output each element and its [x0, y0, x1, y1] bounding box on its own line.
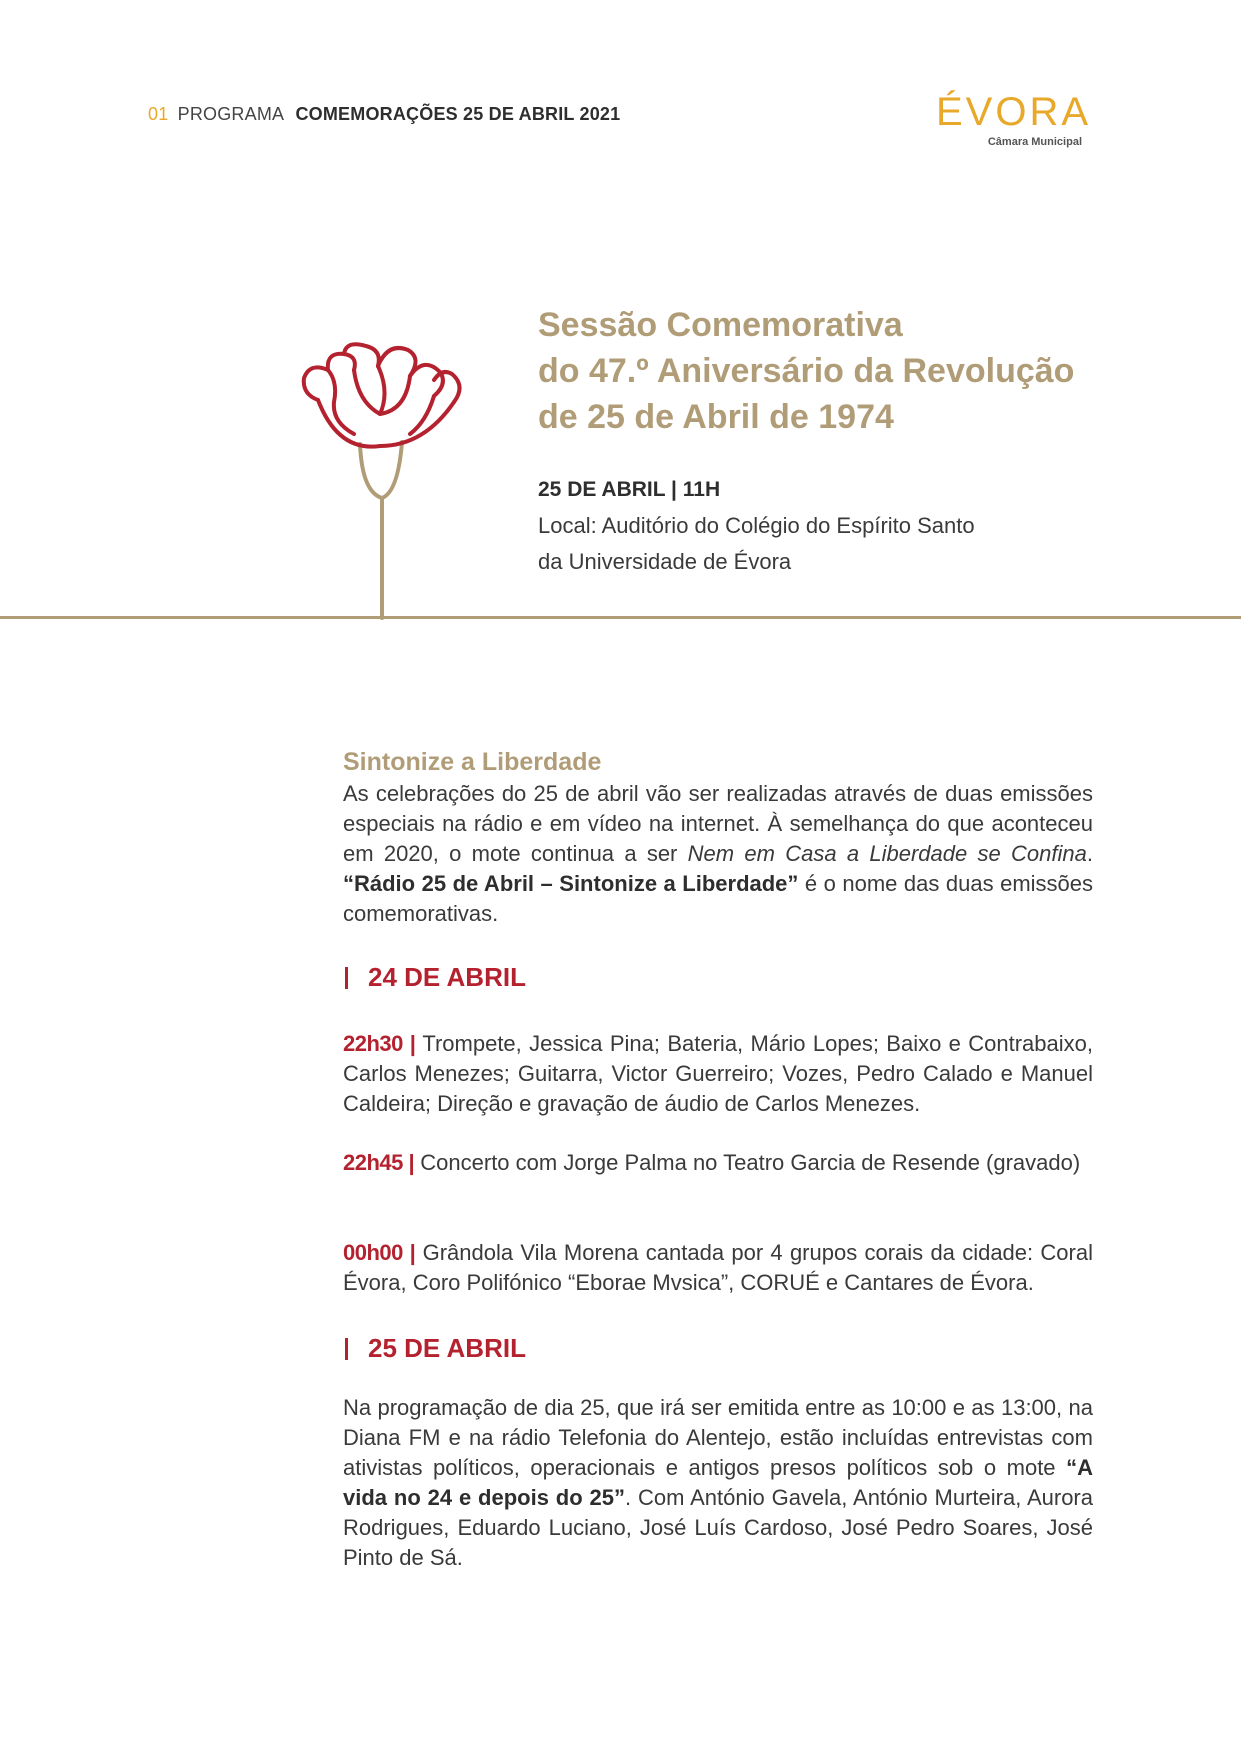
- day-heading-25: [343, 1333, 526, 1364]
- event-item: [343, 1029, 1093, 1119]
- day2-motto: “A vida no 24 e depois do 25”: [343, 1455, 1093, 1510]
- event-time: 00h00 |: [343, 1240, 416, 1265]
- intro-text-a: As celebrações do 25 de abril vão ser realizadas através de duas emissões especiais na rádio e em vídeo na internet. À semelhança do que aconteceu em 2020, o mote continua a ser: [343, 781, 1093, 866]
- event-item: [343, 1238, 1093, 1298]
- day-marker: [345, 1338, 348, 1360]
- session-location: [538, 508, 1098, 580]
- header-title: COMEMORAÇÕES 25 DE ABRIL 2021: [295, 104, 621, 124]
- day-label: 24 DE ABRIL: [368, 962, 526, 992]
- day-label: 25 DE ABRIL: [368, 1333, 526, 1363]
- day-marker: [345, 967, 348, 989]
- intro-motto: Nem em Casa a Liberdade se Confina: [687, 841, 1087, 866]
- location-line2: da Universidade de Évora: [538, 549, 792, 574]
- day-heading-24: [343, 962, 526, 993]
- event-text: Concerto com Jorge Palma no Teatro Garcia de Resende (gravado): [414, 1150, 1081, 1175]
- logo-word: ÉVORA: [936, 90, 1092, 134]
- event-time: 22h45 |: [343, 1150, 415, 1175]
- intro-program-name: “Rádio 25 de Abril – Sintonize a Liberdade”: [343, 871, 799, 896]
- session-title-line1: Sessão Comemorativa: [538, 306, 903, 344]
- page-header: [148, 104, 620, 125]
- day2-text-a: Na programação de dia 25, que irá ser emitida entre as 10:00 e as 13:00, na Diana FM e na rádio Telefonia do Alentejo, estão incluídas entrevistas com ativistas políticos, operacionais e antigos presos políticos sob o mote: [343, 1395, 1093, 1480]
- session-title-line2: do 47.º Aniversário da Revolução: [538, 352, 1075, 390]
- session-title: [538, 302, 1098, 440]
- event-item: [343, 1148, 1093, 1178]
- session-date: 25 DE ABRIL | 11H: [538, 478, 721, 501]
- day2-paragraph: [343, 1393, 1093, 1573]
- intro-paragraph: [343, 779, 1093, 929]
- day2-text-b: . Com António Gavela, António Murteira, Aurora Rodrigues, Eduardo Luciano, José Luís Cardoso, José Pedro Soares, José Pinto de Sá.: [343, 1485, 1093, 1570]
- intro-heading: Sintonize a Liberdade: [343, 748, 602, 776]
- intro-text-b: .: [1086, 841, 1093, 866]
- location-line1: Local: Auditório do Colégio do Espírito Santo: [538, 513, 975, 538]
- logo-subtitle: Câmara Municipal: [987, 136, 1082, 148]
- event-text: Trompete, Jessica Pina; Bateria, Mário Lopes; Baixo e Contrabaixo, Carlos Menezes; Guitarra, Victor Guerreiro; Vozes, Pedro Calado e Manuel Caldeira; Direção e gravação de áudio de Carlos Menezes.: [343, 1031, 1093, 1116]
- divider-line: [0, 616, 1241, 619]
- session-title-line3: de 25 de Abril de 1974: [538, 398, 894, 436]
- intro-text-c: é o nome das duas emissões comemorativas.: [343, 871, 1094, 926]
- header-label: PROGRAMA: [177, 104, 285, 124]
- event-text: Grândola Vila Morena cantada por 4 grupos corais da cidade: Coral Évora, Coro Polifónico “Eborae Mvsica”, CORUÉ e Cantares de Évora.: [343, 1240, 1093, 1295]
- page-number: 01: [148, 104, 169, 124]
- evora-logo: [936, 90, 1092, 148]
- carnation-icon: [298, 342, 468, 622]
- event-time: 22h30 |: [343, 1031, 416, 1056]
